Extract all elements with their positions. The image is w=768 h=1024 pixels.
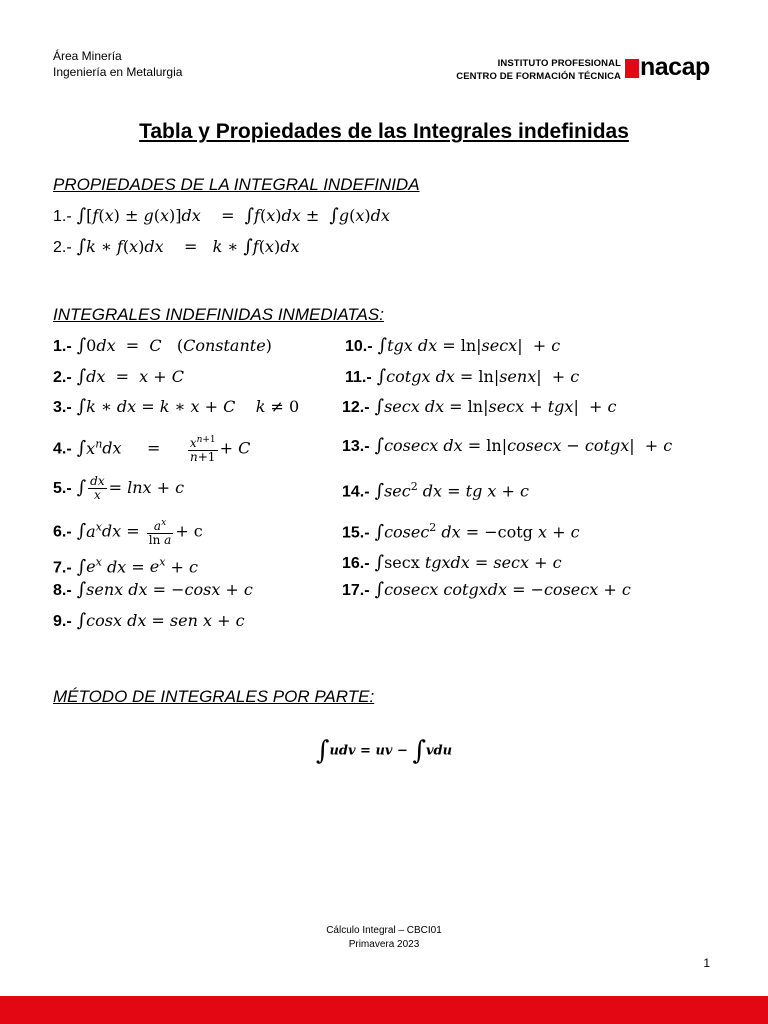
page-number: 1 (703, 956, 710, 970)
integral-number: 1.- (53, 338, 72, 355)
integral-15: 15.- ∫cosec$^2$ dx = −cotg x + c (342, 521, 580, 543)
integral-3: 3.- ∫k ∗ dx = k ∗ x + C k ≠ 0 (53, 396, 300, 417)
integral-number: 7.- (53, 559, 72, 577)
career-label: Ingeniería en Metalurgia (53, 65, 183, 79)
integral-14: 14.- $\int\sec^2$ dx = tg x + c (342, 480, 529, 502)
footer-course: Cálculo Integral – CBCI01 (326, 925, 442, 936)
footer-term: Primavera 2023 (348, 939, 420, 950)
logo-wordmark: nacap (640, 53, 710, 81)
integral-12: 12.- ∫secx dx = ln|secx + tgx| + c (342, 396, 617, 417)
inacap-logo (448, 55, 718, 85)
logo-line-1: INSTITUTO PROFESIONAL (497, 58, 621, 69)
integral-1: 1.- ∫0dx = C (Constante) (53, 335, 272, 356)
integral-number: 17.- (342, 582, 370, 599)
integral-number: 2.- (53, 369, 72, 386)
integral-number: 8.- (53, 582, 72, 599)
integral-13: 13.- ∫cosecx dx = ln|cosecx − cotgx| + c (342, 435, 673, 456)
integral-number: 11.- (345, 369, 372, 386)
integral-number: 16.- (342, 555, 370, 572)
property-number: 2.- (53, 239, 72, 256)
integral-10: 10.- ∫tgx dx = ln|secx| + c (345, 335, 561, 356)
footer (0, 924, 768, 952)
header-left (53, 48, 182, 80)
integral-number: 13.- (342, 438, 370, 455)
page-title: Tabla y Propiedades de las Integrales indefinidas (139, 120, 629, 143)
integral-number: 10.- (345, 338, 373, 355)
integral-5: 5.- ∫ $\frac{dx}{x}$ = lnx + c (53, 474, 185, 502)
footer-red-bar (0, 996, 768, 1024)
integral-17: 17.- ∫cosecx cotgxdx = −cosecx + c (342, 579, 631, 600)
integral-number: 5.- (53, 480, 72, 497)
integral-number: 15.- (342, 524, 370, 542)
logo-line-2: CENTRO DE FORMACIÓN TÉCNICA (456, 71, 621, 82)
integral-number: 6.- (53, 523, 72, 541)
integral-6: 6.- $\int a^xdx$ = $\frac{a^x}{\text{ln a}}$ + c (53, 518, 203, 547)
integral-11: 11.- ∫cotgx dx = ln|senx| + c (345, 366, 580, 387)
area-label: Área Minería (53, 49, 122, 63)
integral-2: 2.- ∫dx = x + C (53, 366, 185, 387)
integral-7: 7.- $\int e^x$ dx = $e^x + c$ (53, 556, 199, 578)
section-immediate: INTEGRALES INDEFINIDAS INMEDIATAS: (53, 305, 384, 324)
integral-9: 9.- ∫cosx dx = sen x + c (53, 610, 245, 631)
integral-number: 9.- (53, 613, 72, 630)
integral-number: 12.- (342, 399, 370, 416)
section-parts: MÉTODO DE INTEGRALES POR PARTE: (53, 687, 375, 706)
integral-number: 4.- (53, 440, 72, 458)
logo-mark-icon (625, 59, 639, 78)
integral-number: 14.- (342, 483, 370, 501)
integration-by-parts-formula: ∫udv = uv − ∫vdu (315, 736, 453, 766)
property-2: 2.- ∫k ∗ f(x)dx = k ∗ ∫f(x)dx (53, 236, 300, 257)
integral-8: 8.- ∫senx dx = −cosx + c (53, 579, 253, 600)
section-properties: PROPIEDADES DE LA INTEGRAL INDEFINIDA (53, 175, 420, 194)
integral-number: 3.- (53, 399, 72, 416)
property-1: 1.- ∫[f(x) ± g(x)]dx = ∫f(x)dx ± ∫g(x)dx (53, 205, 390, 226)
property-number: 1.- (53, 208, 72, 225)
integral-4: 4.- $\int x^ndx$ = $\frac{x^{n+1}}{n+1}$ + C (53, 435, 251, 464)
integral-16: 16.- ∫secx tgxdx = secx + c (342, 552, 562, 573)
logo-text (456, 57, 621, 83)
